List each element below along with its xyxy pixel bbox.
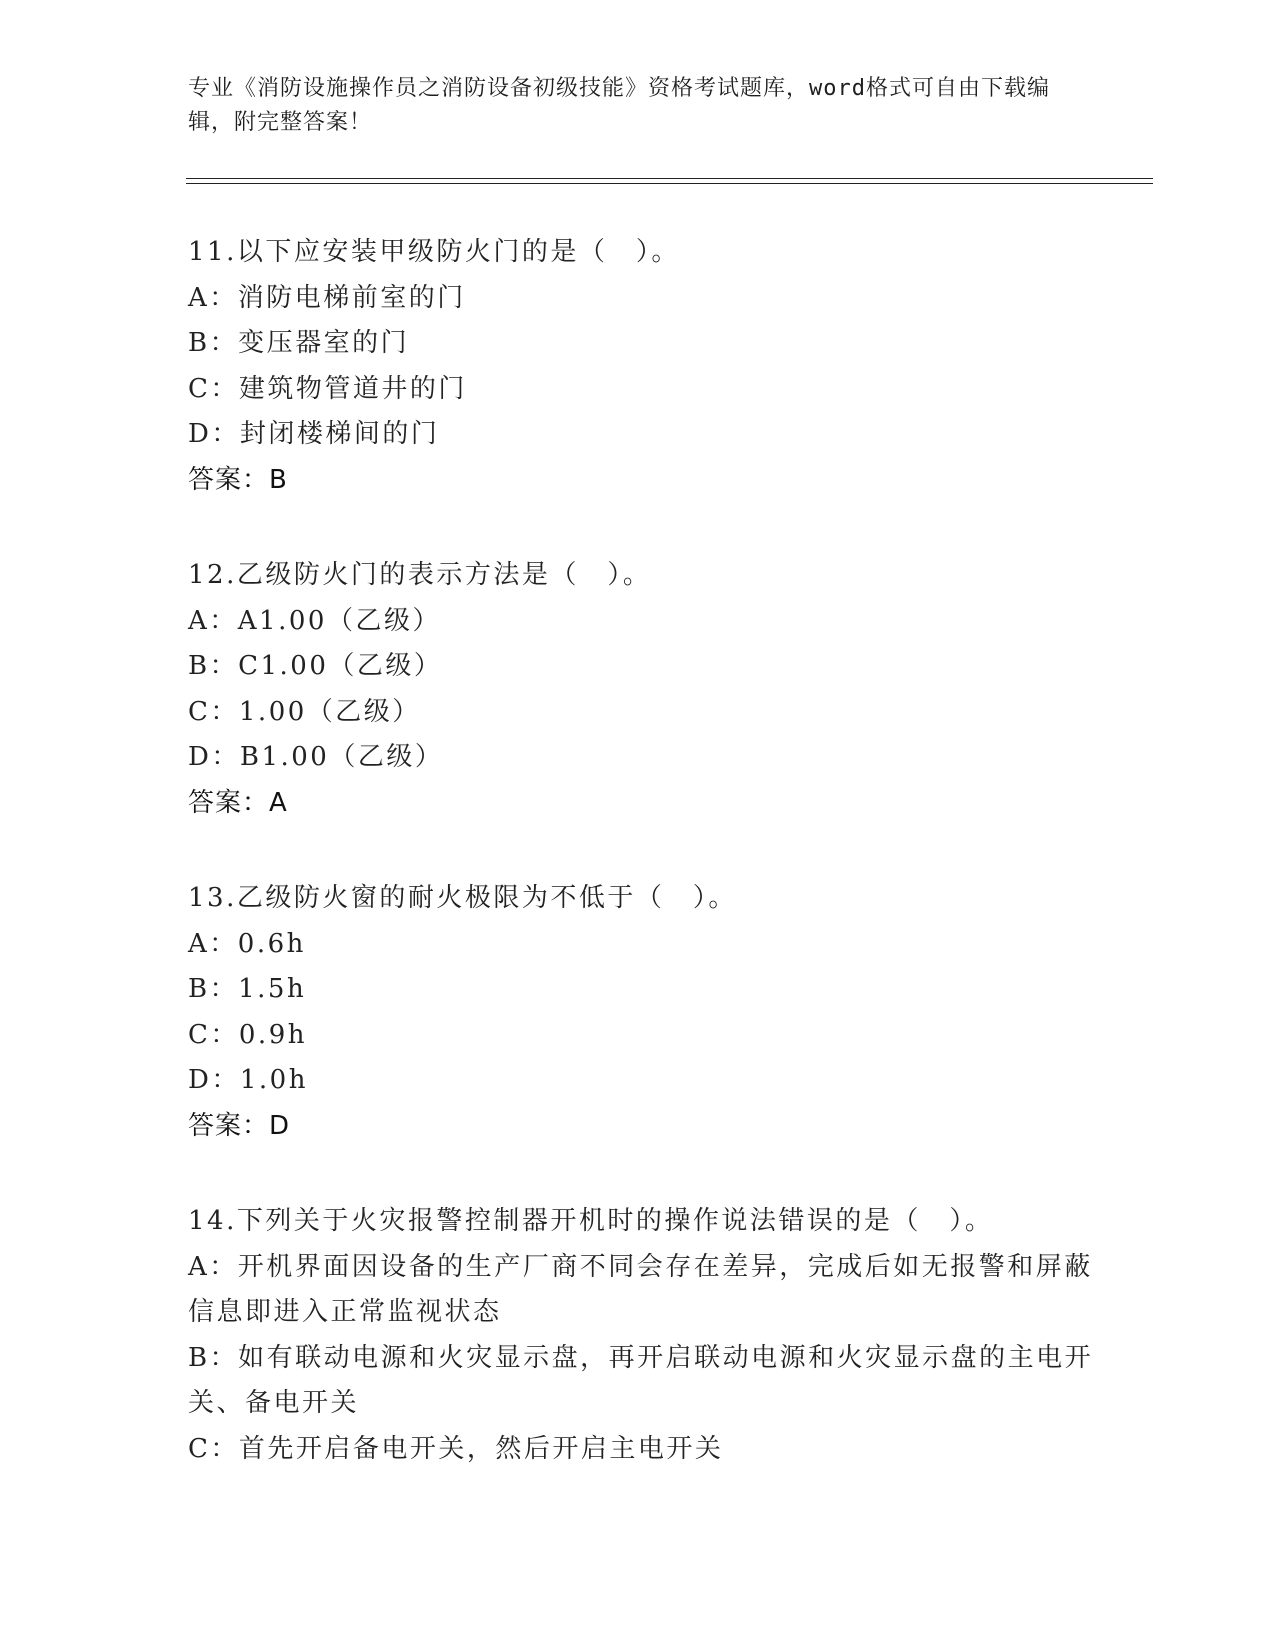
option-b: B：变压器室的门: [188, 328, 410, 358]
option-b: B：如有联动电源和火灾显示盘，再开启联动电源和火灾显示盘的主电开关、备电开关: [188, 1342, 1094, 1418]
option-d: D：封闭楼梯间的门: [188, 419, 440, 449]
option-a: A：A1.00（乙级）: [188, 605, 441, 636]
question-stem: 12.乙级防火门的表示方法是（ ）。: [188, 560, 652, 590]
answer-line: 答案：B: [188, 464, 288, 495]
option-a: A：开机界面因设备的生产厂商不同会存在差异，完成后如无报警和屏蔽信息即进入正常监视状态: [188, 1251, 1093, 1327]
document-title: 专业《消防设施操作员之消防设备初级技能》资格考试题库，word格式可自由下载编辑，附完整答案！: [188, 76, 1050, 135]
question-12: [188, 553, 1108, 826]
answer-line: 答案：A: [188, 787, 288, 818]
option-a: A：消防电梯前室的门: [188, 282, 466, 313]
question-13: [188, 876, 1108, 1149]
question-stem: 14.下列关于火灾报警控制器开机时的操作说法错误的是（ ）。: [188, 1206, 994, 1236]
header-divider-bottom: [186, 183, 1153, 184]
header-divider-top: [186, 178, 1153, 179]
question-stem: 13.乙级防火窗的耐火极限为不低于（ ）。: [188, 883, 737, 913]
option-d: D：1.0h: [188, 1065, 308, 1095]
option-b: B：1.5h: [188, 974, 307, 1004]
option-c: C：1.00（乙级）: [188, 696, 421, 727]
option-c: C：0.9h: [188, 1019, 307, 1050]
document-header: [188, 72, 1068, 140]
question-11: [188, 230, 1108, 503]
option-c: C：首先开启备电开关，然后开启主电开关: [188, 1433, 724, 1464]
option-c: C：建筑物管道井的门: [188, 373, 467, 404]
option-a: A：0.6h: [188, 928, 306, 959]
answer-line: 答案：D: [188, 1110, 291, 1141]
question-list: [188, 230, 1108, 1522]
option-d: D：B1.00（乙级）: [188, 742, 444, 772]
question-stem: 11.以下应安装甲级防火门的是（ ）。: [188, 237, 680, 267]
question-14: [188, 1199, 1108, 1472]
option-b: B：C1.00（乙级）: [188, 651, 443, 681]
